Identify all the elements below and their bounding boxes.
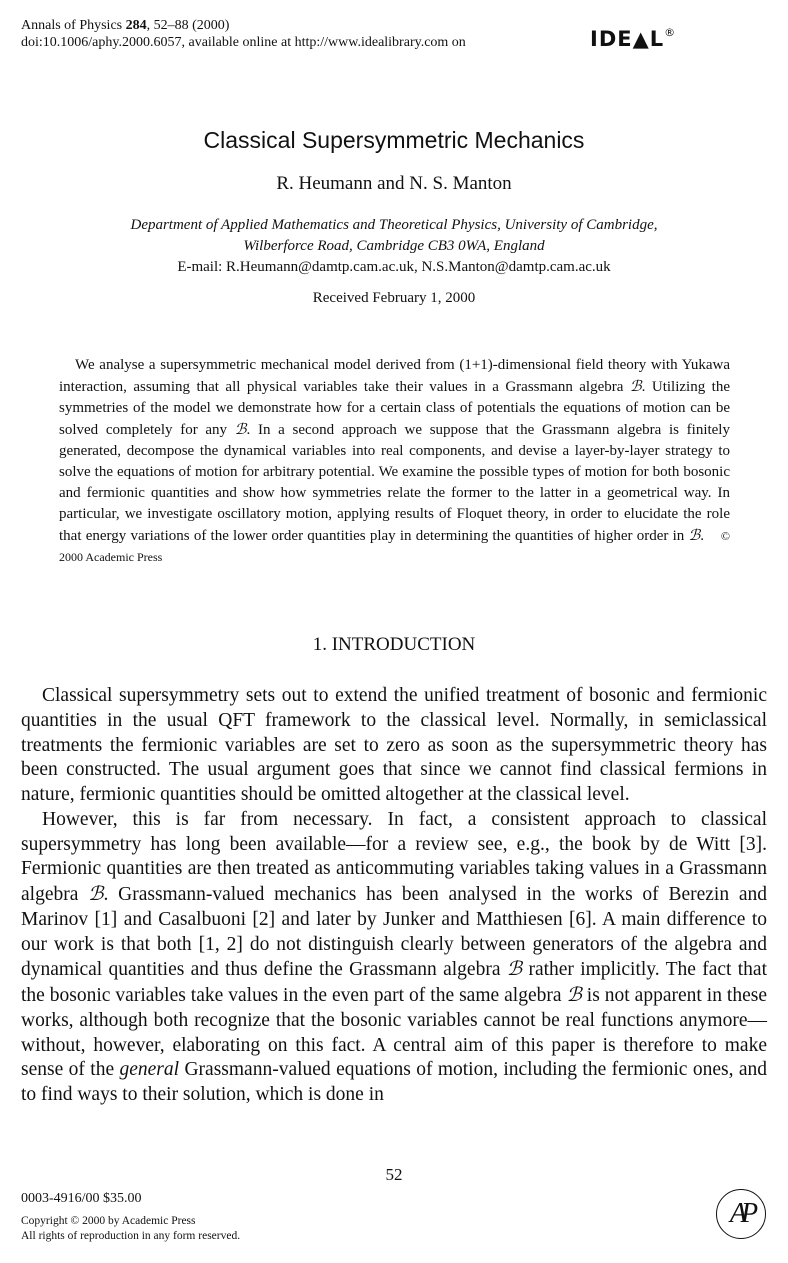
issn-price: 0003-4916/00 $35.00 (21, 1191, 142, 1206)
grassmann-symbol: ℬ (629, 377, 642, 395)
journal-volume: 284 (125, 18, 147, 33)
rights-line: All rights of reproduction in any form reserved. (21, 1230, 241, 1242)
paragraph-1: Classical supersymmetry sets out to extend the unified treatment of bosonic and fermionic quantities in the usual QFT framework to the classical level. Normally, in semiclassical treatments the fermionic variables are set to zero as soon as the supersymmetric theory has been constructed. The usual argument goes that since we cannot find classical fermions in nature, fermionic quantities should be omitted altogether at the classical level. (21, 685, 767, 805)
journal-citation (21, 17, 229, 34)
grassmann-symbol: ℬ (566, 983, 582, 1006)
author-emails: E-mail: R.Heumann@damtp.cam.ac.uk, N.S.Manton@damtp.cam.ac.uk (177, 259, 611, 275)
paragraph-2: However, this is far from necessary. In fact, a consistent approach to classical supersymmetry has long been available—for a review see, e.g., the book by de Witt [3]. Fermionic quantities are then treated as anticommuting variables taking values in a Grassmann algebra ℬ. Grassmann-valued mechanics has been analysed in the works of Berezin and Marinov [1] and Casalbuoni [2] and later by Junker and Matthiesen [6]. A main difference to our work is that both [1, 2] do not distinguish clearly between generators of the algebra and dynamical quantities and thus define the Grassmann algebra ℬ rather implicitly. The fact that the bosonic variables take values in the even part of the same algebra ℬ is not apparent in these works, although both recognize that the bosonic variables cannot be real functions anymore—without, however, elaborating on this fact. A central aim of this paper is therefore to make sense of the general Grassmann-valued equations of motion, including the fermionic ones, and to find ways to their solution, which is done in (21, 808, 767, 1105)
received-date: Received February 1, 2000 (312, 290, 476, 306)
grassmann-symbol: ℬ (506, 957, 523, 981)
ideal-logo-text: IDE▲L (590, 27, 665, 51)
doi-line: doi:10.1006/aphy.2000.6057, available online at http://www.idealibrary.com on (21, 35, 466, 50)
copyright-notice (21, 1214, 240, 1244)
registered-mark: ® (664, 26, 677, 39)
paper-title: Classical Supersymmetric Mechanics (203, 127, 585, 153)
journal-name: Annals of Physics (21, 18, 126, 33)
grassmann-symbol: ℬ (688, 526, 701, 544)
copyright-line: Copyright © 2000 by Academic Press (21, 1215, 196, 1227)
paper-authors: R. Heumann and N. S. Manton (276, 173, 512, 194)
grassmann-symbol: ℬ (234, 420, 247, 438)
abstract: We analyse a supersymmetric mechanical model derived from (1+1)-dimensional field theory with Yukawa interaction, assuming that all physical variables take their values in a Grassmann algebra ℬ. Utilizing the symmetries of the model we demonstrate how for a certain class of potentials the equations of motion can be solved completely for any ℬ. In a second approach we suppose that the Grassmann algebra is finitely generated, decompose the dynamical variables into real components, and devise a layer-by-layer strategy to solve the equations of motion for arbitrary potential. We examine the possible types of motion for both bosonic and fermionic quantities and show how symmetries relate the former to the latter in a geometrical way. In particular, we investigate oscillatory motion, applying results of Floquet theory, in order to elucidate the role that energy variations of the lower order quantities play in determining the quantities of higher order in ℬ. © 2000 Academic Press (59, 357, 731, 564)
academic-press-logo: AP (716, 1189, 766, 1239)
grassmann-symbol: ℬ (88, 882, 104, 905)
body-text (21, 684, 767, 1108)
page-number: 52 (385, 1165, 403, 1184)
affiliation-line-1: Department of Applied Mathematics and Theoretical Physics, University of Cambridge, (130, 217, 658, 233)
section-heading: 1. INTRODUCTION (312, 634, 476, 655)
journal-pages: , 52–88 (2000) (146, 18, 230, 33)
abstract-copyright: © 2000 Academic Press (59, 529, 731, 564)
ideal-logo[interactable] (590, 26, 676, 51)
emphasis-general: general (119, 1059, 180, 1081)
affiliation-line-2: Wilberforce Road, Cambridge CB3 0WA, England (243, 238, 545, 254)
